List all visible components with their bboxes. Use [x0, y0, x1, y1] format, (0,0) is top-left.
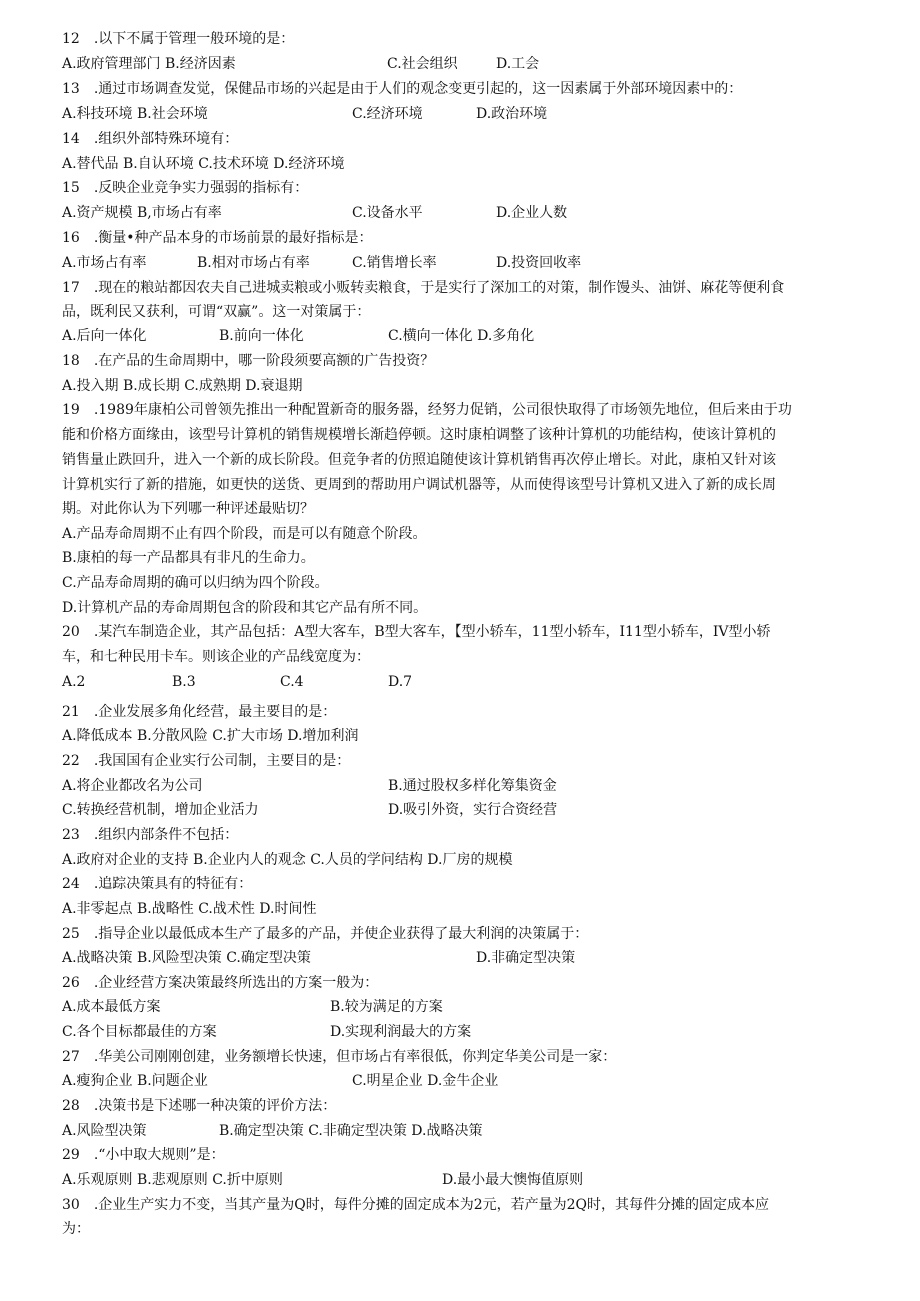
option: A.非零起点 B.战略性 C.战术性 D.时间性 — [62, 901, 317, 917]
option: A.成本最低方案 — [62, 999, 161, 1015]
option: D.企业人数 — [496, 205, 568, 221]
option: B.相对市场占有率 — [197, 255, 310, 271]
option: A.降低成本 B.分散风险 C.扩大市场 D.增加利润 — [62, 728, 359, 744]
option: A.政府管理部门 B.经济因素 — [62, 56, 236, 72]
option: B.3 — [172, 674, 196, 690]
option: A.资产规模 B,市场占有率 — [62, 205, 222, 221]
option: C.转换经营机制，增加企业活力 — [62, 802, 259, 818]
option: D.政治环境 — [476, 106, 548, 122]
option: A.乐观原则 B.悲观原则 C.折中原则 — [62, 1172, 283, 1188]
option: A.风险型决策 — [62, 1123, 147, 1139]
option: A.政府对企业的支持 B.企业内人的观念 C.人员的学问结构 D.厂房的规模 — [62, 852, 513, 868]
option: B.确定型决策 C.非确定型决策 D.战略决策 — [219, 1123, 483, 1139]
option: B.前向一体化 — [219, 328, 304, 344]
option: C.产品寿命周期的确可以归纳为四个阶段。 — [62, 575, 329, 591]
option: A.瘦狗企业 B.问题企业 — [62, 1073, 208, 1089]
option: A.2 — [62, 674, 86, 690]
option: C.设备水平 — [352, 205, 423, 221]
option: A.替代品 B.自认环境 C.技术环境 D.经济环境 — [62, 156, 345, 172]
option: C.销售增长率 — [352, 255, 437, 271]
option: C.明星企业 D.金牛企业 — [352, 1073, 499, 1089]
option: D.最小最大懊悔值原则 — [442, 1172, 584, 1188]
option: D.工会 — [496, 56, 540, 72]
option: A.后向一体化 — [62, 328, 147, 344]
document-page: 12 .以下不属于管理一般环境的是： A.政府管理部门 B.经济因素 C.社会组织 D.工会 13 .通过市场调查发觉，保健品市场的兴起是由于人们的观念变更引起的，这一因素属于外部环境因素中的： A.科技环境 B.社会环境 C.经济环境 D.政治环境 14 .组织外部特殊环境有： A.替代品 B.自认环境 C.技术环境 D.经济环境 15 .反映企业竞争实力强弱的指标有： A.资产规模 B,市场占有率 C.设备水平 D.企业人数 16 .衡量•种产品本身的市场前景的最好指标是： A.市场占有率 B.相对市场占有率 C.销售增长率 D.投资回收率 17 .现在的粮站都因农夫自己进城卖粮或小贩转卖粮食，于是实行了深加工的对策，制作馒头、油饼、麻花等便利食 品，既利民又获利，可谓“双赢”。这一对策属于： A.后向一体化 B.前向一体化 C.横向一体化 D.多角化 18 .在产品的生命周期中，哪一阶段须要高额的广告投资？ A.投入期 B.成长期 C.成熟期 D.衰退期 19 .1989年康柏公司曾领先推出一种配置新奇的服务器，经努力促销，公司很快取得了市场领先地位，但后来由于功 能和价格方面缘由，该型号计算机的销售规模增长渐趋停顿。这时康柏调整了该种计算机的功能结构，使该计算机的 销售量止跌回升，进入一个新的成长阶段。但竞争者的仿照追随使该计算机销售再次停止增长。对此，康柏又针对该 计算机实行了新的措施，如更快的送货、更周到的帮助用户调试机器等，从而使得该型号计算机又进入了新的成长周 期。对此你认为下列哪一种评述最贴切？ A.产品寿命周期不止有四个阶段，而是可以有随意个阶段。 B.康柏的每一产品都具有非凡的生命力。 C.产品寿命周期的确可以归纳为四个阶段。 D.计算机产品的寿命周期包含的阶段和其它产品有所不同。 20 .某汽车制造企业，其产品包括：A型大客车，B型大客车，【型小轿车，11型小轿车，I11型小轿车，IV型小轿 车，和七种民用卡车。则该企业的产品线宽度为： A.2 B.3 C.4 D.7 21 .企业发展多角化经营，最主要目的是： A.降低成本 B.分散风险 C.扩大市场 D.增加利润 22 .我国国有企业实行公司制，主要目的是： A.将企业都改名为公司 B.通过股权多样化筹集资金 C.转换经营机制，增加企业活力 D.吸引外资，实行合资经营 23 .组织内部条件不包括： A.政府对企业的支持 B.企业内人的观念 C.人员的学问结构 D.厂房的规模 24 .追踪决策具有的特征有： A.非零起点 B.战略性 C.战术性 D.时间性 25 .指导企业以最低成本生产了最多的产品，并使企业获得了最大利润的决策属于： A.战略决策 B.风险型决策 C.确定型决策 D.非确定型决策 26 .企业经营方案决策最终所选出的方案一般为： A.成本最低方案 B.较为满足的方案 C.各个目标都最佳的方案 D.实现利润最大的方案 27 .华美公司刚刚创建，业务额增长快速，但市场占有率很低，你判定华美公司是一家： A.瘦狗企业 B.问题企业 C.明星企业 D.金牛企业 28 .决策书是下述哪一种决策的评价方法： A.风险型决策 B.确定型决策 C.非确定型决策 D.战略决策 29 .“小中取大规则”是： A.乐观原则 B.悲观原则 C.折中原则 D.最小最大懊悔值原则 30 .企业生产实力不变，当其产量为Q时，每件分摊的固定成本为2元，若产量为2Q时，其每件分摊的固定成本应 为： — [62, 31, 792, 1237]
option: D.吸引外资，实行合资经营 — [388, 802, 558, 818]
option: A.产品寿命周期不止有四个阶段，而是可以有随意个阶段。 — [62, 526, 427, 542]
option: A.科技环境 B.社会环境 — [62, 106, 208, 122]
option: B.康柏的每一产品都具有非凡的生命力。 — [62, 550, 315, 566]
option: A.将企业都改名为公司 — [62, 778, 203, 794]
option: A.市场占有率 — [62, 255, 147, 271]
option: C.各个目标都最佳的方案 — [62, 1024, 217, 1040]
option: D.非确定型决策 — [476, 950, 576, 966]
option: B.通过股权多样化筹集资金 — [388, 778, 557, 794]
option: D.投资回收率 — [496, 255, 582, 271]
option: C.社会组织 — [387, 56, 458, 72]
option: A.投入期 B.成长期 C.成熟期 D.衰退期 — [62, 378, 303, 394]
option: C.4 — [280, 674, 304, 690]
option: B.较为满足的方案 — [330, 999, 443, 1015]
option: A.战略决策 B.风险型决策 C.确定型决策 — [62, 950, 311, 966]
option: D.7 — [388, 674, 413, 690]
option: C.经济环境 — [352, 106, 423, 122]
option: D.计算机产品的寿命周期包含的阶段和其它产品有所不同。 — [62, 600, 428, 616]
option: C.横向一体化 D.多角化 — [388, 328, 535, 344]
option: D.实现利润最大的方案 — [330, 1024, 472, 1040]
